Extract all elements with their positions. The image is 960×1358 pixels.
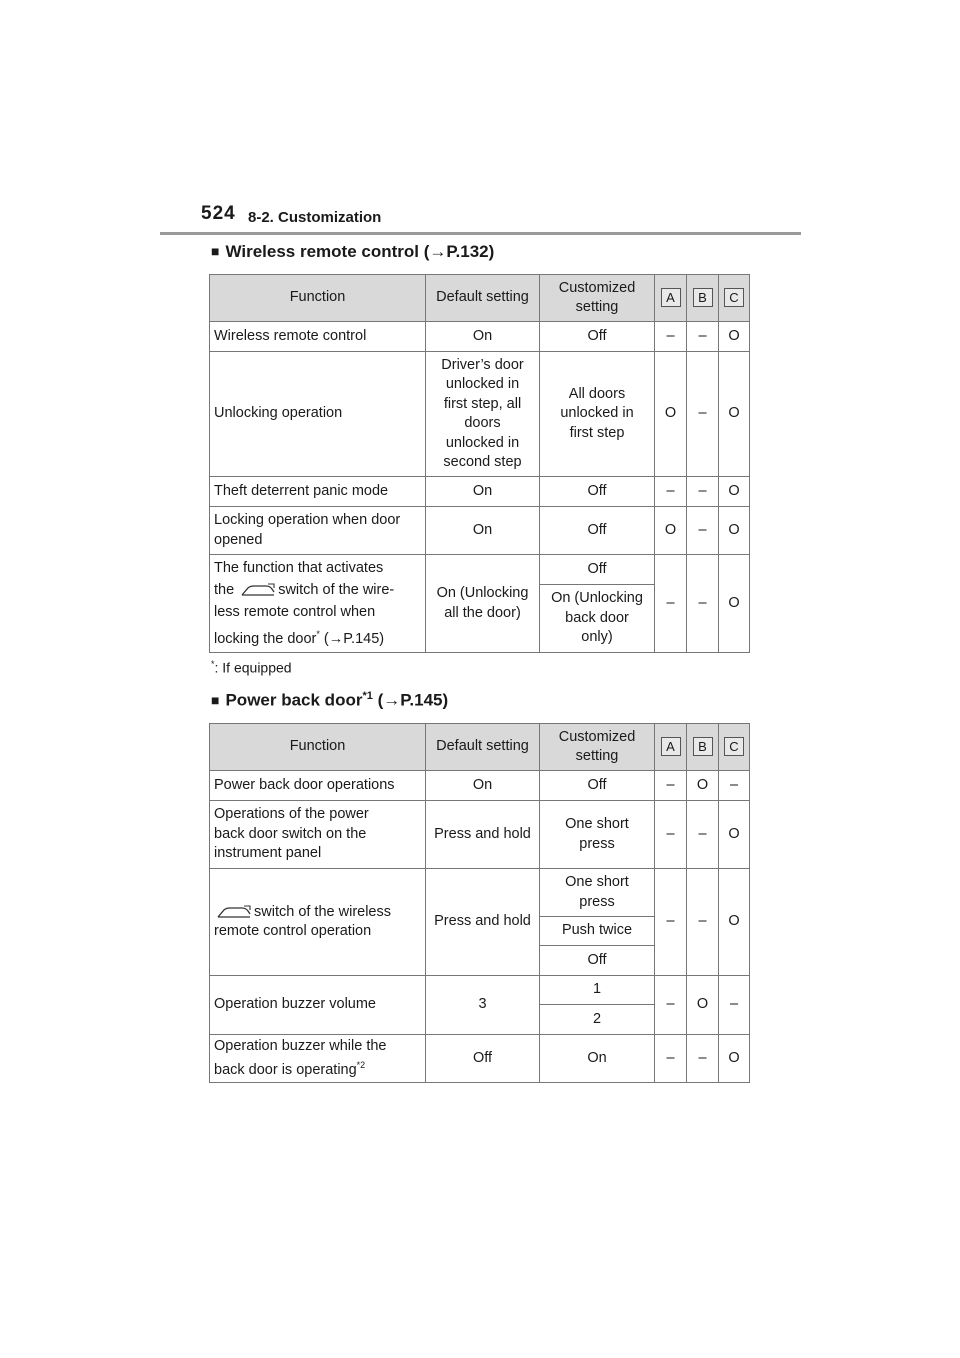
text-line: unlocked in xyxy=(445,376,520,392)
box-c: C xyxy=(724,288,744,307)
column-header-customized: Customized setting xyxy=(540,724,655,771)
footnote-marker: * xyxy=(211,659,215,669)
default-cell: On xyxy=(426,507,540,555)
text-line: One short xyxy=(565,874,629,890)
arrow-icon: → xyxy=(328,630,344,647)
function-cell: Wireless remote control xyxy=(210,322,426,352)
table-row xyxy=(210,801,750,869)
column-header-customized: Customized setting xyxy=(540,275,655,322)
customized-cell xyxy=(540,801,655,869)
customized-cell: Off xyxy=(540,946,655,976)
table-row xyxy=(210,869,750,917)
a-cell: – xyxy=(655,555,687,653)
a-cell: – xyxy=(655,1035,687,1083)
text-line: opened xyxy=(214,531,263,548)
customized-cell xyxy=(540,869,655,917)
text-line: Operation buzzer while the xyxy=(214,1037,387,1054)
c-cell: O xyxy=(719,555,750,653)
text-line: unlocked in xyxy=(445,434,520,451)
text-line: less remote control when xyxy=(214,604,376,621)
default-cell xyxy=(426,555,540,653)
b-cell: – xyxy=(687,801,719,869)
text-fragment: the xyxy=(214,582,235,599)
page-reference: P.145) xyxy=(400,690,449,710)
text-line xyxy=(214,1056,421,1080)
b-cell: – xyxy=(687,352,719,477)
text-fragment: locking the door xyxy=(214,630,317,647)
b-cell: O xyxy=(687,771,719,801)
arrow-icon: → xyxy=(429,242,447,261)
text-line: back door xyxy=(565,609,629,626)
text-line: Locking operation when door xyxy=(214,512,401,528)
c-cell: – xyxy=(719,976,750,1035)
footnote-text: : If equipped xyxy=(214,659,292,676)
a-cell: – xyxy=(655,976,687,1035)
heading-bullet: ■ xyxy=(211,243,220,259)
function-cell xyxy=(210,507,426,555)
c-cell: O xyxy=(719,1035,750,1083)
function-cell xyxy=(210,869,426,976)
default-cell: 3 xyxy=(426,976,540,1035)
customized-cell xyxy=(540,585,655,653)
customized-cell: Off xyxy=(540,507,655,555)
text-line: back door switch on the xyxy=(214,825,367,842)
text-line: remote control operation xyxy=(214,923,372,939)
c-cell: O xyxy=(719,507,750,555)
heading-title: Power back door xyxy=(225,690,363,710)
heading-bullet: ■ xyxy=(211,691,220,708)
column-header-function: Function xyxy=(210,275,426,322)
b-cell: – xyxy=(687,1035,719,1083)
page-reference: P.132) xyxy=(446,242,495,261)
a-cell: – xyxy=(655,869,687,976)
box-b: B xyxy=(693,288,713,307)
table-header-row xyxy=(210,724,750,771)
header-rule xyxy=(160,232,801,235)
a-cell: O xyxy=(655,507,687,555)
text-line: press xyxy=(579,835,615,852)
footnote-marker: *2 xyxy=(356,1060,366,1071)
c-cell: O xyxy=(719,322,750,352)
column-header-default: Default setting xyxy=(426,724,540,771)
text-line: All doors xyxy=(568,385,626,402)
heading-wireless-remote-control xyxy=(211,242,494,262)
function-cell xyxy=(210,801,426,869)
table-row xyxy=(210,976,750,1005)
a-cell: – xyxy=(655,771,687,801)
table-row xyxy=(210,507,750,555)
a-cell: – xyxy=(655,801,687,869)
table-row xyxy=(210,352,750,477)
customized-cell: Off xyxy=(540,555,655,585)
arrow-icon: → xyxy=(383,690,401,710)
default-cell: On xyxy=(426,771,540,801)
heading-title: Wireless remote control ( xyxy=(225,242,430,261)
text-line: doors xyxy=(464,415,501,431)
default-cell: On xyxy=(426,322,540,352)
table-row xyxy=(210,1035,750,1083)
text-line: On (Unlocking xyxy=(436,585,529,601)
box-a: A xyxy=(661,288,681,307)
box-c: C xyxy=(724,737,744,756)
a-cell: O xyxy=(655,352,687,477)
customized-cell: Off xyxy=(540,771,655,801)
customized-cell: Off xyxy=(540,477,655,507)
text-line: instrument panel xyxy=(214,845,322,862)
text-line: Driver’s door xyxy=(441,356,524,373)
b-cell: – xyxy=(687,507,719,555)
b-cell: – xyxy=(687,477,719,507)
section-title: 8-2. Customization xyxy=(248,209,382,226)
table-row xyxy=(210,477,750,507)
column-header-b xyxy=(687,724,719,771)
text-line: Operations of the power xyxy=(214,806,369,823)
c-cell: O xyxy=(719,869,750,976)
wireless-remote-control-table xyxy=(209,274,750,653)
customized-cell: Push twice xyxy=(540,917,655,946)
c-cell: O xyxy=(719,801,750,869)
column-header-a xyxy=(655,275,687,322)
text-fragment: switch of the wireless xyxy=(254,903,391,920)
function-cell: Power back door operations xyxy=(210,771,426,801)
text-line: only) xyxy=(581,629,613,646)
table-header-row xyxy=(210,275,750,322)
text-fragment: back door is operating xyxy=(214,1061,357,1078)
back-door-switch-icon xyxy=(216,904,252,920)
heading-power-back-door: ■ Power back door$^{*1}$ (→P.145) xyxy=(211,690,449,710)
text-line xyxy=(214,579,421,601)
customized-cell: On xyxy=(540,1035,655,1083)
text-line: locking the door* (→P.145) xyxy=(214,629,385,647)
back-door-switch-icon xyxy=(240,582,276,598)
b-cell: – xyxy=(687,555,719,653)
a-cell: – xyxy=(655,477,687,507)
column-header-b xyxy=(687,275,719,322)
customized-cell: 2 xyxy=(540,1005,655,1035)
a-cell: – xyxy=(655,322,687,352)
b-cell: – xyxy=(687,322,719,352)
text-line: all the door) xyxy=(444,604,521,621)
page-reference: P.145) xyxy=(343,630,385,647)
c-cell: O xyxy=(719,352,750,477)
column-header-a xyxy=(655,724,687,771)
default-cell: Off xyxy=(426,1035,540,1083)
function-cell xyxy=(210,1035,426,1083)
text-fragment: switch of the wire- xyxy=(278,582,395,599)
footnote-marker: * xyxy=(316,629,320,640)
box-b: B xyxy=(693,737,713,756)
table-row xyxy=(210,322,750,352)
page-number: 524 xyxy=(201,203,236,224)
text-line: press xyxy=(579,893,615,910)
customized-cell: Off xyxy=(540,322,655,352)
text-line: first step, all xyxy=(443,395,522,412)
function-cell: Theft deterrent panic mode xyxy=(210,477,426,507)
default-cell: Press and hold xyxy=(426,801,540,869)
column-header-default: Default setting xyxy=(426,275,540,322)
b-cell: O xyxy=(687,976,719,1035)
text-line: One short xyxy=(565,816,629,832)
default-cell: Press and hold xyxy=(426,869,540,976)
b-cell: – xyxy=(687,869,719,976)
column-header-function: Function xyxy=(210,724,426,771)
text-line: The function that activates xyxy=(214,560,384,577)
default-cell: On xyxy=(426,477,540,507)
function-cell: Operation buzzer volume xyxy=(210,976,426,1035)
table-row xyxy=(210,555,750,585)
text-line: On (Unlocking xyxy=(551,590,643,607)
text-line: second step xyxy=(443,454,522,470)
footnote xyxy=(211,659,292,676)
function-cell xyxy=(210,555,426,653)
function-cell: Unlocking operation xyxy=(210,352,426,477)
customized-cell: 1 xyxy=(540,976,655,1005)
c-cell: O xyxy=(719,477,750,507)
text-line: first step xyxy=(569,424,625,441)
box-a: A xyxy=(661,737,681,756)
power-back-door-table xyxy=(209,723,750,1083)
text-line: unlocked in xyxy=(560,405,634,422)
default-cell xyxy=(426,352,540,477)
customized-cell xyxy=(540,352,655,477)
footnote-marker: *1 xyxy=(362,690,373,702)
text-line xyxy=(214,903,421,923)
c-cell: – xyxy=(719,771,750,801)
column-header-c xyxy=(719,724,750,771)
table-row xyxy=(210,771,750,801)
column-header-c xyxy=(719,275,750,322)
